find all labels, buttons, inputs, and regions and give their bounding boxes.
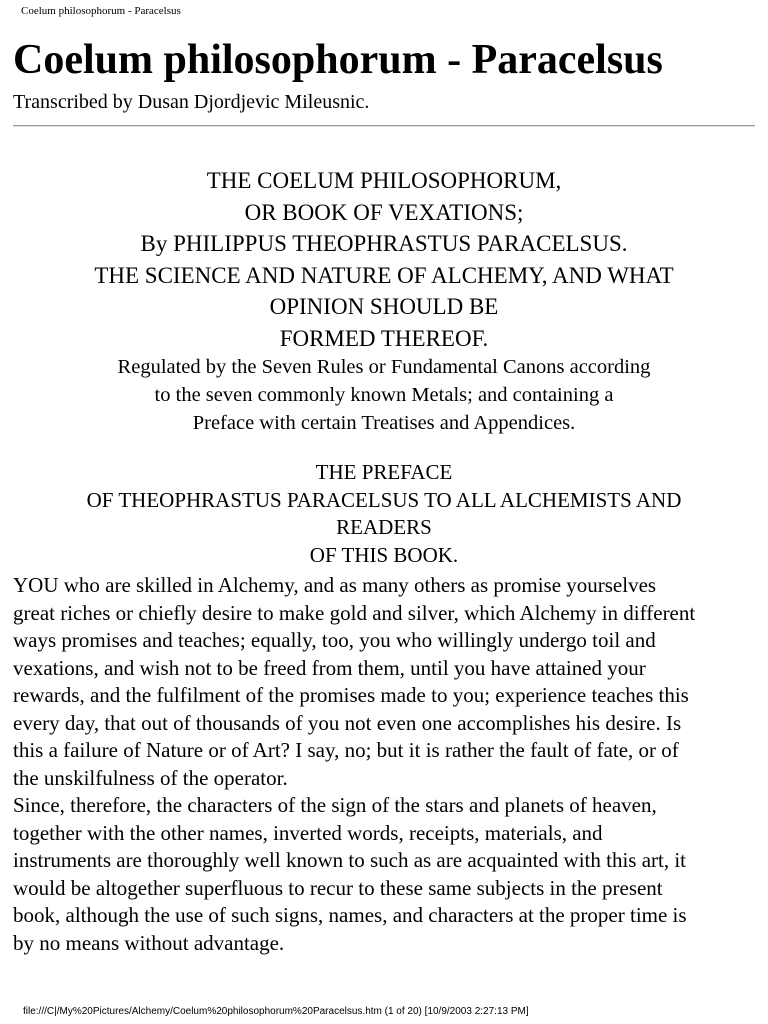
paragraph-line: this a failure of Nature or of Art? I say, no; but it is rather the fault of fate, or of	[13, 738, 679, 762]
paragraph-line: rewards, and the fulfilment of the promises made to you; experience teaches this	[13, 683, 689, 707]
preface-heading-line: OF THIS BOOK.	[309, 542, 459, 567]
preface-paragraph-1	[13, 572, 758, 792]
paragraph-line: instruments are thoroughly well known to such as are acquainted with this art, it	[13, 848, 687, 872]
book-title-line: THE COELUM PHILOSOPHORUM,	[206, 168, 562, 193]
book-subtitle-line: to the seven commonly known Metals; and containing a	[154, 384, 614, 406]
preface-paragraph-2	[13, 792, 758, 957]
book-subtitle-line: Regulated by the Seven Rules or Fundamental Canons according	[117, 356, 651, 378]
book-title-line: By PHILIPPUS THEOPHRASTUS PARACELSUS.	[140, 231, 628, 256]
book-title-line: THE SCIENCE AND NATURE OF ALCHEMY, AND WHAT	[94, 262, 674, 288]
book-title-line: FORMED THEREOF.	[279, 325, 489, 351]
paragraph-line: book, although the use of such signs, names, and characters at the proper time is	[13, 903, 687, 927]
preface-heading-line: OF THEOPHRASTUS PARACELSUS TO ALL ALCHEMISTS AND	[86, 487, 682, 512]
paragraph-line: vexations, and wish not to be freed from them, until you have attained your	[13, 655, 646, 680]
paragraph-line: the unskilfulness of the operator.	[13, 765, 288, 790]
book-title-line: OR BOOK OF VEXATIONS;	[244, 199, 524, 225]
book-subtitle-line: Preface with certain Treatises and Appendices.	[192, 412, 576, 434]
paragraph-line: ways promises and teaches; equally, too, you who willingly undergo toil and	[13, 628, 656, 652]
transcriber-byline: Transcribed by Dusan Djordjevic Mileusnic.	[13, 91, 370, 113]
paragraph-line: together with the other names, inverted words, receipts, materials, and	[13, 820, 603, 845]
paragraph-line: by no means without advantage.	[13, 930, 285, 955]
preface-heading-line: THE PREFACE	[315, 460, 453, 484]
book-title-block	[13, 165, 755, 354]
book-subtitle-block	[13, 353, 755, 437]
preface-heading-line: READERS	[336, 515, 432, 539]
book-title-line: OPINION SHOULD BE	[269, 294, 499, 319]
paragraph-line: YOU who are skilled in Alchemy, and as many others as promise yourselves	[13, 573, 657, 597]
page-title: Coelum philosophorum - Paracelsus	[13, 37, 663, 83]
preface-heading	[13, 459, 755, 569]
horizontal-divider	[13, 125, 755, 127]
paragraph-line: great riches or chiefly desire to make gold and silver, which Alchemy in different	[13, 600, 696, 625]
paragraph-line: every day, that out of thousands of you not even one accomplishes his desire. Is	[13, 710, 682, 735]
page-header-title: Coelum philosophorum - Paracelsus	[21, 5, 181, 17]
paragraph-line: Since, therefore, the characters of the sign of the stars and planets of heaven,	[13, 793, 657, 817]
paragraph-line: would be altogether superfluous to recur to these same subjects in the present	[13, 875, 663, 900]
page-footer-url: file:///C|/My%20Pictures/Alchemy/Coelum%20philosophorum%20Paracelsus.htm (1 of 20) [10/9/2003 2:27:13 PM]	[23, 1006, 529, 1017]
